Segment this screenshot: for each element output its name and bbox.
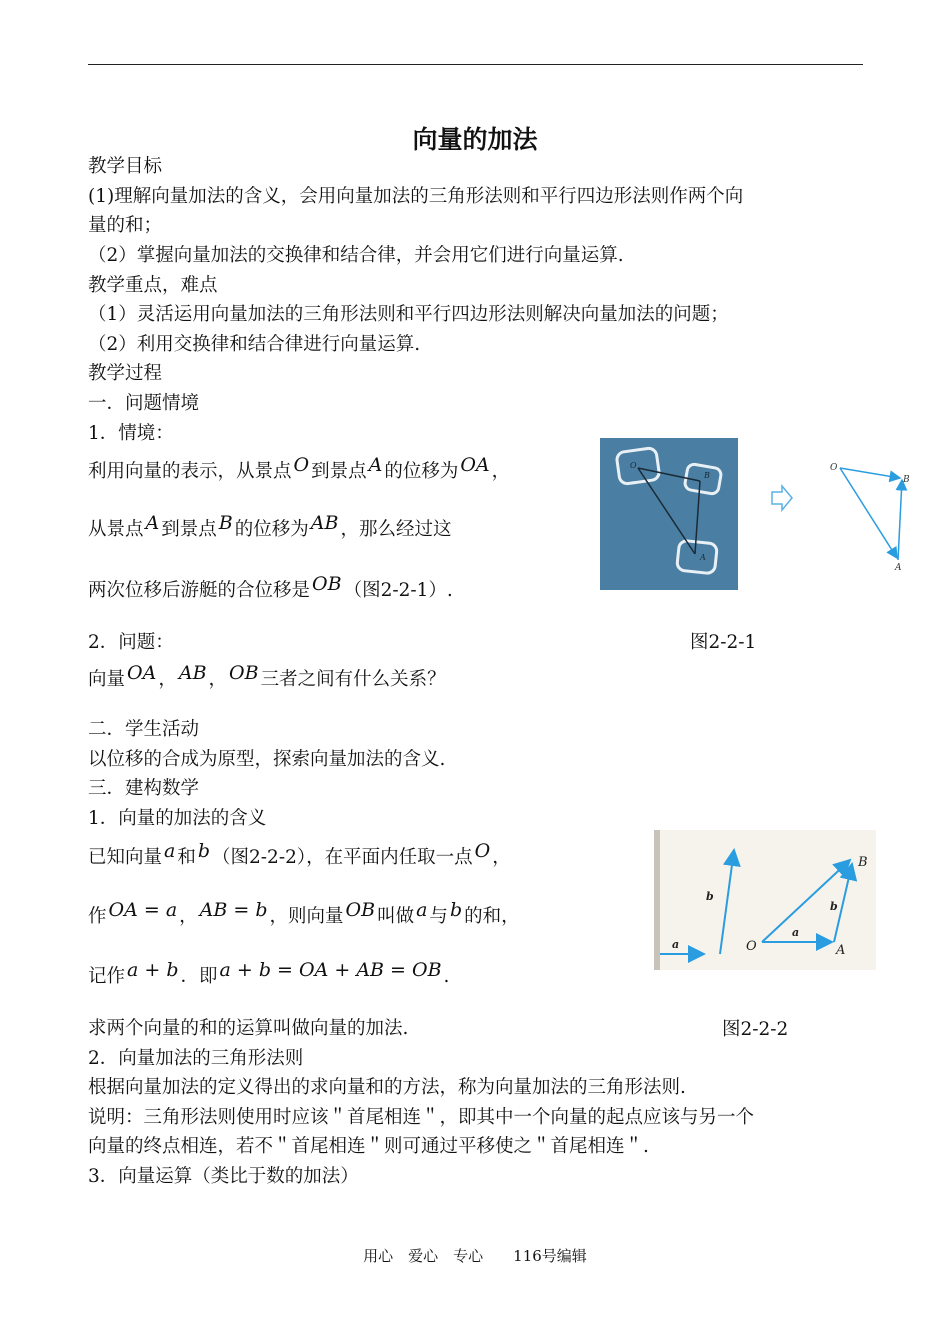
scenario-line-3: 两次位移后游艇的合位移是 OB （图2-2-1）. — [88, 573, 453, 601]
key-heading: 教学重点，难点 — [88, 275, 218, 296]
question-line: 向量 OA ， AB ， OB 三者之间有什么关系？ — [88, 662, 446, 690]
math-B: B — [218, 512, 233, 534]
diagram-label-b: B — [903, 475, 910, 485]
section-1-2: 2．问题： — [88, 632, 174, 653]
equation-OA-a: OA = a — [108, 899, 178, 921]
goal-1a: (1)理解向量加法的含义，会用向量加法的三角形法则和平行四边形法则作两个向 — [88, 186, 744, 207]
vector-OB: OB — [345, 899, 376, 921]
header-rule — [88, 64, 863, 65]
goal-2: （2）掌握向量加法的交换律和结合律，并会用它们进行向量运算. — [88, 245, 624, 266]
scenario-line-2: 从景点 A 到景点 B 的位移为 AB ，那么经过这 — [88, 512, 452, 540]
figure-2-2-1-caption: 图2-2-1 — [690, 632, 757, 653]
page-footer: 用心 爱心 专心 116号编辑 — [363, 1247, 587, 1265]
diagram-label-o: O — [830, 463, 838, 473]
triangle-rule-3: 向量的终点相连，若不＂首尾相连＂则可通过平移使之＂首尾相连＂. — [88, 1136, 649, 1157]
point-b: B — [858, 855, 868, 870]
triangle-rule-1: 根据向量加法的定义得出的求向量和的方法，称为向量加法的三角形法则. — [88, 1077, 686, 1098]
math-A: A — [368, 454, 383, 476]
definition-line-2: 作 OA = a ， AB = b ，则向量 OB 叫做 a 与 b 的和， — [88, 899, 520, 927]
photo-label-o: O — [630, 461, 637, 470]
page-title: 向量的加法 — [412, 125, 538, 154]
figure-2-2-1 — [600, 436, 920, 592]
goals-heading: 教学目标 — [88, 156, 163, 177]
label-b: b — [706, 890, 714, 903]
point-o: O — [746, 939, 757, 954]
section-3-2: 2．向量加法的三角形法则 — [88, 1048, 304, 1069]
key-1: （1）灵活运用向量加法的三角形法则和平行四边形法则解决向量加法的问题； — [88, 304, 729, 325]
photo-label-b: B — [704, 471, 710, 480]
process-heading: 教学过程 — [88, 363, 163, 384]
vector-b: b — [449, 899, 463, 921]
section-3-1: 1．向量的加法的含义 — [88, 808, 267, 829]
vector-OB: OB — [312, 573, 342, 595]
definition-line-4: 求两个向量的和的运算叫做向量的加法. — [88, 1018, 409, 1039]
goal-1b: 量的和； — [88, 215, 163, 236]
vector-oa-arrow — [840, 468, 897, 558]
equation-AB-b: AB = b — [199, 899, 268, 921]
key-2: （2）利用交换律和结合律进行向量运算. — [88, 334, 421, 355]
label-a: a — [672, 938, 680, 951]
point-a: A — [836, 943, 846, 958]
vector-OB: OB — [229, 662, 259, 684]
definition-line-1: 已知向量 a 和 b （图2-2-2），在平面内任取一点 O ， — [88, 840, 511, 868]
math-O: O — [474, 840, 491, 862]
section-3-3: 3．向量运算（类比于数的加法） — [88, 1166, 359, 1187]
vector-ab-arrow — [898, 480, 902, 560]
diagram-label-a: A — [895, 563, 902, 573]
expression-a-plus-b: a + b — [127, 959, 179, 981]
page-edge — [654, 830, 660, 970]
vector-AB: AB — [310, 512, 339, 534]
scenario-line-1: 利用向量的表示，从景点 O 到景点 A 的位移为 OA ， — [88, 454, 511, 482]
vector-OA: OA — [460, 454, 490, 476]
vector-a: a — [164, 840, 176, 862]
vector-ob-arrow — [840, 468, 900, 478]
section-2-heading: 二．学生活动 — [88, 719, 200, 740]
section-2-text: 以位移的合成为原型，探索向量加法的含义. — [88, 749, 446, 770]
transform-arrow-icon — [772, 486, 792, 510]
label-a-on-oa: a — [792, 926, 800, 939]
triangle-rule-2: 说明：三角形法则使用时应该＂首尾相连＂，即其中一个向量的起点应该与另一个 — [88, 1107, 755, 1128]
definition-line-3: 记作 a + b ．即 a + b = OA + AB = OB . — [88, 959, 450, 987]
photo-label-a: A — [700, 553, 706, 562]
vector-OA: OA — [127, 662, 157, 684]
section-1-heading: 一．问题情境 — [88, 393, 200, 414]
section-3-heading: 三．建构数学 — [88, 778, 200, 799]
vector-b: b — [197, 840, 211, 862]
math-A: A — [145, 512, 160, 534]
figure-2-2-2 — [654, 830, 876, 970]
section-1-1: 1．情境： — [88, 423, 174, 444]
figure-2-2-2-caption: 图2-2-2 — [722, 1019, 789, 1040]
equation-sum: a + b = OA + AB = OB — [219, 959, 442, 981]
math-O: O — [293, 454, 310, 476]
label-b-on-ab: b — [830, 900, 838, 913]
vector-a: a — [416, 899, 428, 921]
vector-AB: AB — [178, 662, 207, 684]
